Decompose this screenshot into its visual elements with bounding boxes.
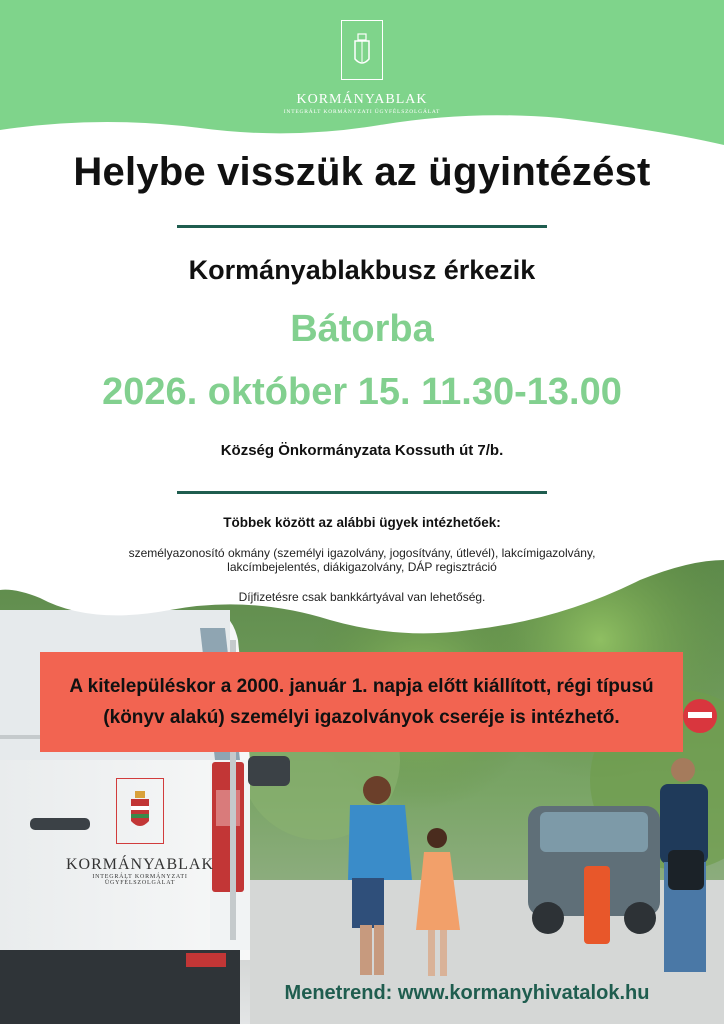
van-logo-subtitle: INTEGRÁLT KORMÁNYZATI ÜGYFÉLSZOLGÁLAT bbox=[92, 874, 188, 886]
kormanyablak-logo bbox=[0, 20, 724, 115]
event-datetime: 2026. október 15. 11.30-13.00 bbox=[102, 371, 622, 413]
services-list bbox=[70, 546, 654, 574]
notice-line-1: A kitelepüléskor a 2000. január 1. napja előtt kiállított, régi típusú bbox=[69, 676, 654, 697]
services-title: Többek között az alábbi ügyek intézhetőek: bbox=[223, 515, 501, 530]
divider-top bbox=[177, 225, 547, 228]
services-line-2: lakcímbejelentés, diákigazolvány, DÁP regisztráció bbox=[227, 560, 497, 574]
man-figure bbox=[660, 758, 708, 972]
van-coat-of-arms-icon bbox=[116, 778, 164, 844]
divider-bottom bbox=[177, 491, 547, 494]
coat-of-arms-icon bbox=[341, 20, 383, 80]
van-kormanyablak-logo bbox=[60, 778, 220, 886]
notice-line-2: (könyv alakú) személyi igazolványok cseréje is intézhető. bbox=[103, 707, 620, 728]
sub-headline: Kormányablakbusz érkezik bbox=[188, 255, 536, 285]
schedule-link[interactable]: Menetrend: www.kormanyhivatalok.hu bbox=[284, 982, 650, 1004]
logo-subtitle-text: INTEGRÁLT KORMÁNYZATI ÜGYFÉLSZOLGÁLAT bbox=[283, 109, 441, 115]
notice-box bbox=[40, 652, 683, 752]
logo-brand-text: KORMÁNYABLAK bbox=[296, 92, 428, 107]
payment-note: Díjfizetésre csak bankkártyával van lehetőség. bbox=[238, 590, 486, 604]
event-address: Község Önkormányzata Kossuth út 7/b. bbox=[220, 442, 504, 459]
van-logo-brand: KORMÁNYABLAK bbox=[65, 856, 214, 873]
headline: Helybe visszük az ügyintézést bbox=[73, 150, 651, 194]
notice-text bbox=[69, 671, 653, 733]
city-name: Bátorba bbox=[290, 308, 434, 350]
services-line-1: személyazonosító okmány (személyi igazolvány, jogosítvány, útlevél), lakcímigazolvány, bbox=[128, 546, 596, 560]
